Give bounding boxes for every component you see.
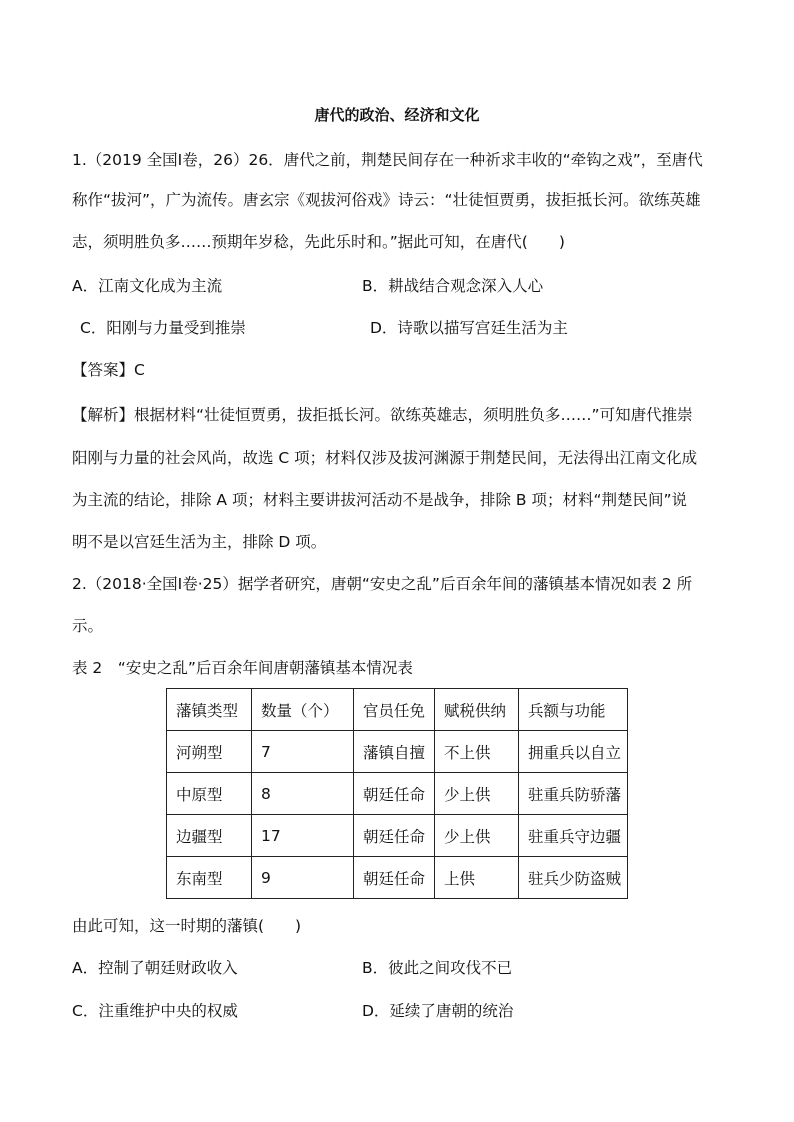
table-cell: 驻重兵防骄藩 <box>519 773 628 815</box>
question-2-line-2: 示。 <box>72 617 104 635</box>
table-cell: 少上供 <box>435 815 519 857</box>
page-title: 唐代的政治、经济和文化 <box>314 106 480 124</box>
table-cell: 17 <box>252 815 354 857</box>
question-1-line-3: 志，须明胜负多……预期年岁稔，先此乐时和。”据此可知，在唐代( ) <box>72 233 565 251</box>
table-row <box>167 857 628 899</box>
table-cell: 拥重兵以自立 <box>519 731 628 773</box>
table-cell: 藩镇自擅 <box>354 731 435 773</box>
question-1-analysis-line-2: 阳刚与力量的社会风尚，故选 C 项；材料仅涉及拔河渊源于荆楚民间，无法得出江南文化成 <box>72 449 698 467</box>
table-row <box>167 773 628 815</box>
table-cell: 边疆型 <box>167 815 252 857</box>
table-cell: 驻兵少防盗贼 <box>519 857 628 899</box>
table-cell: 7 <box>252 731 354 773</box>
table-header-cell: 官员任免 <box>354 689 435 731</box>
question-2-option-c: C．注重维护中央的权威 <box>72 1002 238 1020</box>
table-cell: 朝廷任命 <box>354 773 435 815</box>
table-row <box>167 731 628 773</box>
question-2-option-d: D．延续了唐朝的统治 <box>362 1002 514 1020</box>
question-1-option-b: B．耕战结合观念深入人心 <box>362 277 544 295</box>
table-cell: 9 <box>252 857 354 899</box>
table-cell: 上供 <box>435 857 519 899</box>
question-2-stem: 由此可知，这一时期的藩镇( ) <box>72 917 302 935</box>
question-1-analysis-line-4: 明不是以宫廷生活为主，排除 D 项。 <box>72 533 327 551</box>
table-cell: 8 <box>252 773 354 815</box>
table-header-cell: 赋税供纳 <box>435 689 519 731</box>
table-cell: 驻重兵守边疆 <box>519 815 628 857</box>
table-cell: 东南型 <box>167 857 252 899</box>
question-1-option-a: A．江南文化成为主流 <box>72 277 223 295</box>
question-1-line-1: 1.（2019 全国Ⅰ卷，26）26．唐代之前，荆楚民间存在一种祈求丰收的“牵钩之戏”，至唐代 <box>72 151 703 169</box>
table-cell: 中原型 <box>167 773 252 815</box>
question-1-answer: 【答案】C <box>72 361 145 379</box>
table-caption: 表 2 “安史之乱”后百余年间唐朝藩镇基本情况表 <box>72 659 413 677</box>
table-cell: 少上供 <box>435 773 519 815</box>
vassal-states-table <box>166 688 628 899</box>
table-row <box>167 815 628 857</box>
question-1-analysis-line-3: 为主流的结论，排除 A 项；材料主要讲拔河活动不是战争，排除 B 项；材料“荆楚民间”说 <box>72 491 688 509</box>
question-1-analysis-line-1: 【解析】根据材料“壮徒恒贾勇，拔拒抵长河。欲练英雄志，须明胜负多……”可知唐代推崇 <box>72 406 693 424</box>
question-2-option-a: A．控制了朝廷财政收入 <box>72 959 238 977</box>
question-2-line-1: 2.（2018·全国Ⅰ卷·25）据学者研究，唐朝“安史之乱”后百余年间的藩镇基本情况如表 2 所 <box>72 575 693 593</box>
table-header-row <box>167 689 628 731</box>
question-1-option-d: D．诗歌以描写宫廷生活为主 <box>370 319 568 337</box>
table-cell: 朝廷任命 <box>354 857 435 899</box>
table-cell: 朝廷任命 <box>354 815 435 857</box>
question-1-option-c: C．阳刚与力量受到推崇 <box>80 319 246 337</box>
table-cell: 河朔型 <box>167 731 252 773</box>
table-header-cell: 藩镇类型 <box>167 689 252 731</box>
table-header-cell: 数量（个） <box>252 689 354 731</box>
table-header-cell: 兵额与功能 <box>519 689 628 731</box>
table-cell: 不上供 <box>435 731 519 773</box>
question-2-option-b: B．彼此之间攻伐不已 <box>362 959 513 977</box>
question-1-line-2: 称作“拔河”，广为流传。唐玄宗《观拔河俗戏》诗云：“壮徒恒贾勇，拔拒抵长河。欲练英雄 <box>72 191 701 209</box>
